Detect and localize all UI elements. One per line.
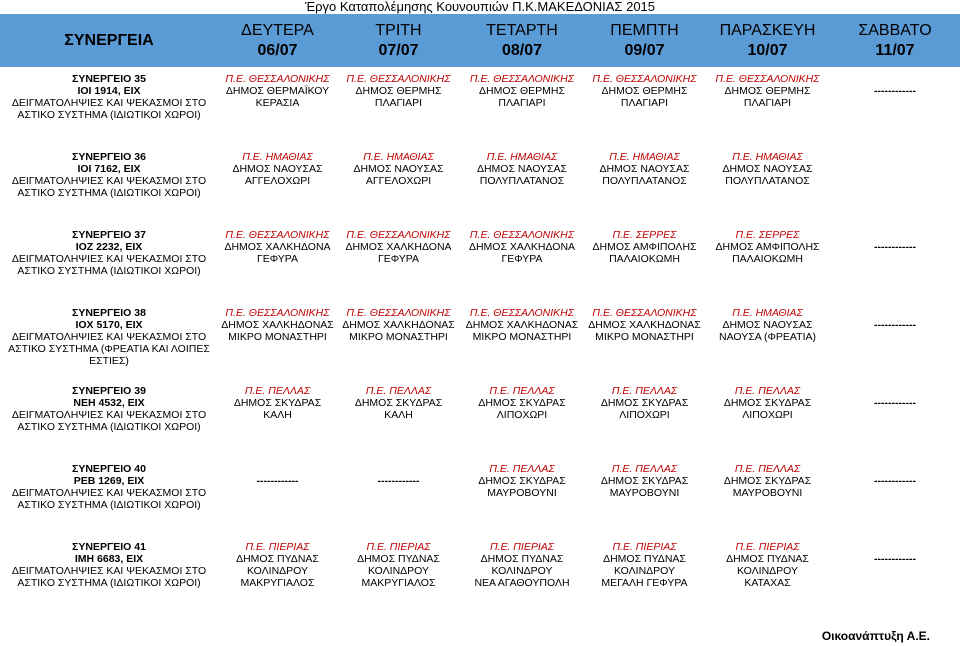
schedule-cell	[830, 68, 960, 141]
table-row	[0, 380, 960, 452]
schedule-cell	[584, 224, 705, 296]
crew-desc: ΔΕΙΓΜΑΤΟΛΗΨΙΕΣ ΚΑΙ ΨΕΚΑΣΜΟΙ ΣΤΟ ΑΣΤΙΚΟ ΣΥΣΤΗΜΑ (ΙΔΙΩΤΙΚΟΙ ΧΩΡΟΙ)	[11, 409, 207, 433]
municipality: ΔΗΜΟΣ ΘΕΡΜΑΪΚΟΥ	[225, 85, 330, 97]
schedule-cell	[705, 146, 830, 218]
regional-unit: Π.Ε. ΠΙΕΡΙΑΣ	[735, 541, 800, 553]
location: ΜΑΚΡΥΓΙΑΛΟΣ	[240, 577, 315, 589]
crew-name: ΣΥΝΕΡΓΕΙΟ 37	[72, 229, 146, 241]
location: ΓΕΦΥΡΑ	[256, 253, 299, 265]
schedule-cell	[584, 68, 705, 141]
crew-info	[0, 380, 218, 433]
schedule-cell	[460, 146, 584, 218]
schedule-cell	[830, 224, 960, 296]
regional-unit: Π.Ε. ΗΜΑΘΙΑΣ	[486, 151, 558, 163]
no-assignment-dash: ------------	[874, 475, 916, 487]
schedule-cell	[830, 380, 960, 452]
cell-content	[337, 68, 460, 109]
regional-unit: Π.Ε. ΠΙΕΡΙΑΣ	[245, 541, 310, 553]
cell-content	[830, 458, 960, 487]
cell-content	[584, 302, 705, 343]
regional-unit: Π.Ε. ΗΜΑΘΙΑΣ	[732, 151, 803, 163]
cell-content	[584, 380, 705, 421]
location: ΛΙΠΟΧΩΡΙ	[742, 409, 793, 421]
regional-unit: Π.Ε. ΠΙΕΡΙΑΣ	[489, 541, 555, 553]
location: ΜΙΚΡΟ ΜΟΝΑΣΤΗΡΙ	[349, 331, 448, 343]
municipality: ΔΗΜΟΣ ΣΚΥΔΡΑΣ	[600, 475, 689, 487]
regional-unit: Π.Ε. ΗΜΑΘΙΑΣ	[609, 151, 680, 163]
crew-info	[0, 536, 218, 589]
table-row	[0, 224, 960, 296]
cell-content	[830, 224, 960, 253]
regional-unit: Π.Ε. ΠΕΛΛΑΣ	[734, 463, 801, 475]
crew-desc: ΔΕΙΓΜΑΤΟΛΗΨΙΕΣ ΚΑΙ ΨΕΚΑΣΜΟΙ ΣΤΟ ΑΣΤΙΚΟ ΣΥΣΤΗΜΑ (ΙΔΙΩΤΙΚΟΙ ΧΩΡΟΙ)	[11, 253, 207, 277]
schedule-cell	[460, 458, 584, 530]
municipality: ΔΗΜΟΣ ΠΥΔΝΑΣ ΚΟΛΙΝΔΡΟΥ	[726, 553, 809, 577]
location: ΜΑΥΡΟΒΟΥΝΙ	[487, 487, 557, 499]
location: ΠΛΑΓΙΑΡΙ	[374, 97, 423, 109]
cell-content	[337, 224, 460, 265]
regional-unit: Π.Ε. ΗΜΑΘΙΑΣ	[363, 151, 434, 163]
location: ΜΑΚΡΥΓΙΑΛΟΣ	[361, 577, 436, 589]
schedule-cell	[337, 380, 460, 452]
schedule-cell	[218, 68, 337, 141]
schedule-cell	[830, 536, 960, 608]
crew-name: ΣΥΝΕΡΓΕΙΟ 41	[72, 541, 146, 553]
regional-unit: Π.Ε. ΘΕΣΣΑΛΟΝΙΚΗΣ	[715, 73, 820, 85]
municipality: ΔΗΜΟΣ ΠΥΔΝΑΣ ΚΟΛΙΝΔΡΟΥ	[357, 553, 440, 577]
municipality: ΔΗΜΟΣ ΧΑΛΚΗΔΟΝΑ	[468, 241, 576, 253]
schedule-cell	[218, 224, 337, 296]
municipality: ΔΗΜΟΣ ΣΚΥΔΡΑΣ	[354, 397, 443, 409]
location: ΜΑΥΡΟΒΟΥΝΙ	[732, 487, 803, 499]
schedule-cell	[584, 302, 705, 374]
cell-content	[218, 146, 337, 187]
crew-desc: ΔΕΙΓΜΑΤΟΛΗΨΙΕΣ ΚΑΙ ΨΕΚΑΣΜΟΙ ΣΤΟ ΑΣΤΙΚΟ ΣΥΣΤΗΜΑ (ΦΡΕΑΤΙΑ ΚΑΙ ΛΟΙΠΕΣ ΕΣΤΙΕΣ)	[8, 331, 210, 367]
cell-content	[460, 536, 584, 589]
schedule-cell	[337, 458, 460, 530]
location: ΛΙΠΟΧΩΡΙ	[496, 409, 548, 421]
cell-content	[337, 146, 460, 187]
regional-unit: Π.Ε. ΘΕΣΣΑΛΟΝΙΚΗΣ	[469, 73, 575, 85]
schedule-cell	[584, 146, 705, 218]
regional-unit: Π.Ε. ΠΙΕΡΙΑΣ	[612, 541, 677, 553]
municipality: ΔΗΜΟΣ ΧΑΛΚΗΔΟΝΑΣ	[465, 319, 579, 331]
table-row	[0, 146, 960, 218]
regional-unit: Π.Ε. ΘΕΣΣΑΛΟΝΙΚΗΣ	[346, 229, 451, 241]
municipality: ΔΗΜΟΣ ΝΑΟΥΣΑΣ	[353, 163, 444, 175]
location: ΠΟΛΥΠΛΑΤΑΝΟΣ	[479, 175, 565, 187]
municipality: ΔΗΜΟΣ ΠΥΔΝΑΣ ΚΟΛΙΝΔΡΟΥ	[236, 553, 319, 577]
crew-desc: ΔΕΙΓΜΑΤΟΛΗΨΙΕΣ ΚΑΙ ΨΕΚΑΣΜΟΙ ΣΤΟ ΑΣΤΙΚΟ ΣΥΣΤΗΜΑ (ΙΔΙΩΤΙΚΟΙ ΧΩΡΟΙ)	[11, 97, 207, 121]
table-row	[0, 302, 960, 374]
regional-unit: Π.Ε. ΗΜΑΘΙΑΣ	[242, 151, 313, 163]
municipality: ΔΗΜΟΣ ΣΚΥΔΡΑΣ	[723, 397, 812, 409]
regional-unit: Π.Ε. ΣΕΡΡΕΣ	[612, 229, 677, 241]
regional-unit: Π.Ε. ΘΕΣΣΑΛΟΝΙΚΗΣ	[469, 307, 575, 319]
no-assignment-dash: ------------	[874, 85, 916, 97]
table-row	[0, 458, 960, 530]
municipality: ΔΗΜΟΣ ΝΑΟΥΣΑΣ	[599, 163, 690, 175]
municipality: ΔΗΜΟΣ ΝΑΟΥΣΑΣ	[722, 163, 813, 175]
cell-content	[584, 458, 705, 499]
municipality: ΔΗΜΟΣ ΧΑΛΚΗΔΟΝΑΣ	[221, 319, 334, 331]
cell-content	[337, 380, 460, 421]
crew-cell	[0, 458, 218, 530]
company-footer: Οικοανάπτυξη Α.Ε.	[821, 629, 930, 643]
regional-unit: Π.Ε. ΣΕΡΡΕΣ	[735, 229, 800, 241]
cell-content	[584, 146, 705, 187]
no-assignment-dash: ------------	[874, 241, 916, 253]
schedule-cell	[705, 536, 830, 608]
schedule-cell	[218, 302, 337, 374]
cell-content	[705, 458, 830, 499]
cell-content	[460, 302, 584, 343]
schedule-cell	[337, 146, 460, 218]
regional-unit: Π.Ε. ΘΕΣΣΑΛΟΝΙΚΗΣ	[592, 307, 697, 319]
municipality: ΔΗΜΟΣ ΧΑΛΚΗΔΟΝΑΣ	[342, 319, 455, 331]
crew-cell	[0, 146, 218, 218]
schedule-cell	[830, 146, 960, 218]
cell-content	[830, 68, 960, 97]
schedule-cell	[337, 68, 460, 141]
municipality: ΔΗΜΟΣ ΣΚΥΔΡΑΣ	[478, 397, 566, 409]
crew-info	[0, 302, 218, 367]
crew-cell	[0, 68, 218, 141]
regional-unit: Π.Ε. ΘΕΣΣΑΛΟΝΙΚΗΣ	[225, 307, 330, 319]
schedule-cell	[705, 302, 830, 374]
municipality: ΔΗΜΟΣ ΣΚΥΔΡΑΣ	[723, 475, 812, 487]
location: ΜΙΚΡΟ ΜΟΝΑΣΤΗΡΙ	[595, 331, 694, 343]
header-crews: ΣΥΝΕΡΓΕΙΑ	[0, 14, 218, 68]
cell-content	[705, 380, 830, 421]
cell-content	[218, 302, 337, 343]
cell-content	[830, 302, 960, 331]
cell-content	[337, 536, 460, 589]
crew-cell	[0, 380, 218, 452]
schedule-cell	[584, 458, 705, 530]
municipality: ΔΗΜΟΣ ΘΕΡΜΗΣ	[355, 85, 442, 97]
schedule-cell	[460, 380, 584, 452]
location: ΝΕΑ ΑΓΑΘΟΥΠΟΛΗ	[474, 577, 570, 589]
crew-id: ΝΕΗ 4532, ΕΙΧ	[73, 397, 145, 409]
cell-content	[584, 536, 705, 589]
regional-unit: Π.Ε. ΠΕΛΛΑΣ	[611, 385, 678, 397]
municipality: ΔΗΜΟΣ ΣΚΥΔΡΑΣ	[600, 397, 689, 409]
cell-content	[830, 146, 960, 163]
location: ΜΙΚΡΟ ΜΟΝΑΣΤΗΡΙ	[472, 331, 572, 343]
municipality: ΔΗΜΟΣ ΧΑΛΚΗΔΟΝΑΣ	[588, 319, 701, 331]
schedule-body	[0, 68, 960, 609]
location: ΛΙΠΟΧΩΡΙ	[619, 409, 670, 421]
schedule-cell	[705, 380, 830, 452]
municipality: ΔΗΜΟΣ ΠΥΔΝΑΣ ΚΟΛΙΝΔΡΟΥ	[480, 553, 564, 577]
cell-content	[460, 146, 584, 187]
no-assignment-dash: ------------	[256, 475, 299, 487]
cell-content	[218, 536, 337, 589]
cell-content	[460, 458, 584, 499]
crew-name: ΣΥΝΕΡΓΕΙΟ 39	[72, 385, 146, 397]
header-day-wednesday: ΤΕΤΑΡΤΗ 08/07	[460, 14, 584, 68]
cell-content	[337, 458, 460, 487]
crew-info	[0, 458, 218, 511]
location: ΜΑΥΡΟΒΟΥΝΙ	[609, 487, 680, 499]
cell-content	[218, 458, 337, 487]
cell-content	[705, 224, 830, 265]
cell-content	[460, 224, 584, 265]
schedule-cell	[218, 536, 337, 608]
crew-id: ΙΟΙ 7162, ΕΙΧ	[77, 163, 141, 175]
regional-unit: Π.Ε. ΠΕΛΛΑΣ	[611, 463, 678, 475]
schedule-cell	[460, 302, 584, 374]
header-day-saturday: ΣΑΒΒΑΤΟ 11/07	[830, 14, 960, 68]
municipality: ΔΗΜΟΣ ΘΕΡΜΗΣ	[479, 85, 565, 97]
location: ΓΕΦΥΡΑ	[501, 253, 543, 265]
municipality: ΔΗΜΟΣ ΣΚΥΔΡΑΣ	[233, 397, 322, 409]
regional-unit: Π.Ε. ΘΕΣΣΑΛΟΝΙΚΗΣ	[592, 73, 697, 85]
municipality: ΔΗΜΟΣ ΑΜΦΙΠΟΛΗΣ	[592, 241, 697, 253]
header-day-thursday: ΠΕΜΠΤΗ 09/07	[584, 14, 705, 68]
regional-unit: Π.Ε. ΘΕΣΣΑΛΟΝΙΚΗΣ	[469, 229, 575, 241]
location: ΝΑΟΥΣΑ (ΦΡΕΑΤΙΑ)	[719, 331, 816, 343]
schedule-cell	[460, 68, 584, 141]
schedule-cell	[830, 302, 960, 374]
crew-id: ΙΜΗ 6683, ΕΙΧ	[74, 553, 144, 565]
regional-unit: Π.Ε. ΘΕΣΣΑΛΟΝΙΚΗΣ	[346, 307, 451, 319]
crew-id: ΙΟΧ 5170, ΕΙΧ	[75, 319, 143, 331]
table-row	[0, 536, 960, 608]
municipality: ΔΗΜΟΣ ΝΑΟΥΣΑΣ	[722, 319, 813, 331]
cell-content	[337, 302, 460, 343]
location: ΚΕΡΑΣΙΑ	[255, 97, 300, 109]
crew-info	[0, 68, 218, 121]
header-day-tuesday: ΤΡΙΤΗ 07/07	[337, 14, 460, 68]
municipality: ΔΗΜΟΣ ΑΜΦΙΠΟΛΗΣ	[715, 241, 820, 253]
cell-content	[460, 380, 584, 421]
regional-unit: Π.Ε. ΗΜΑΘΙΑΣ	[732, 307, 803, 319]
crew-info	[0, 146, 218, 199]
location: ΑΓΓΕΛΟΧΩΡΙ	[365, 175, 432, 187]
regional-unit: Π.Ε. ΠΕΛΛΑΣ	[489, 385, 555, 397]
municipality: ΔΗΜΟΣ ΝΑΟΥΣΑΣ	[232, 163, 323, 175]
regional-unit: Π.Ε. ΘΕΣΣΑΛΟΝΙΚΗΣ	[225, 73, 330, 85]
regional-unit: Π.Ε. ΠΕΛΛΑΣ	[734, 385, 801, 397]
location: ΠΛΑΓΙΑΡΙ	[743, 97, 792, 109]
cell-content	[705, 536, 830, 589]
regional-unit: Π.Ε. ΘΕΣΣΑΛΟΝΙΚΗΣ	[225, 229, 330, 241]
cell-content	[218, 224, 337, 265]
cell-content	[705, 146, 830, 187]
cell-content	[705, 68, 830, 109]
crew-desc: ΔΕΙΓΜΑΤΟΛΗΨΙΕΣ ΚΑΙ ΨΕΚΑΣΜΟΙ ΣΤΟ ΑΣΤΙΚΟ ΣΥΣΤΗΜΑ (ΙΔΙΩΤΙΚΟΙ ΧΩΡΟΙ)	[11, 175, 207, 199]
schedule-cell	[460, 536, 584, 608]
header-day-friday: ΠΑΡΑΣΚΕΥΗ 10/07	[705, 14, 830, 68]
regional-unit: Π.Ε. ΠΕΛΛΑΣ	[365, 385, 432, 397]
no-assignment-dash: ------------	[377, 475, 420, 487]
location: ΠΛΑΓΙΑΡΙ	[498, 97, 546, 109]
municipality: ΔΗΜΟΣ ΧΑΛΚΗΔΟΝΑ	[224, 241, 331, 253]
municipality: ΔΗΜΟΣ ΧΑΛΚΗΔΟΝΑ	[345, 241, 452, 253]
crew-desc: ΔΕΙΓΜΑΤΟΛΗΨΙΕΣ ΚΑΙ ΨΕΚΑΣΜΟΙ ΣΤΟ ΑΣΤΙΚΟ ΣΥΣΤΗΜΑ (ΙΔΙΩΤΙΚΟΙ ΧΩΡΟΙ)	[11, 565, 207, 589]
crew-cell	[0, 302, 218, 374]
location: ΑΓΓΕΛΟΧΩΡΙ	[244, 175, 311, 187]
schedule-cell	[218, 146, 337, 218]
regional-unit: Π.Ε. ΠΕΛΛΑΣ	[489, 463, 555, 475]
cell-content	[460, 68, 584, 109]
no-assignment-dash: ------------	[874, 397, 916, 409]
cell-content	[218, 68, 337, 109]
cell-content	[584, 224, 705, 265]
location: ΠΛΑΓΙΑΡΙ	[620, 97, 669, 109]
schedule-cell	[218, 380, 337, 452]
crew-desc: ΔΕΙΓΜΑΤΟΛΗΨΙΕΣ ΚΑΙ ΨΕΚΑΣΜΟΙ ΣΤΟ ΑΣΤΙΚΟ ΣΥΣΤΗΜΑ (ΙΔΙΩΤΙΚΟΙ ΧΩΡΟΙ)	[11, 487, 207, 511]
crew-name: ΣΥΝΕΡΓΕΙΟ 40	[72, 463, 146, 475]
crew-name: ΣΥΝΕΡΓΕΙΟ 36	[72, 151, 146, 163]
crew-name: ΣΥΝΕΡΓΕΙΟ 35	[72, 73, 146, 85]
crew-id: ΡΕΒ 1269, ΕΙΧ	[73, 475, 145, 487]
crew-cell	[0, 536, 218, 608]
cell-content	[584, 68, 705, 109]
cell-content	[705, 302, 830, 343]
crew-id: ΙΟΙ 1914, ΕΙΧ	[77, 85, 141, 97]
municipality: ΔΗΜΟΣ ΝΑΟΥΣΑΣ	[476, 163, 568, 175]
no-assignment-dash: ------------	[874, 553, 916, 565]
schedule-table	[0, 14, 960, 608]
location: ΚΑΛΗ	[263, 409, 292, 421]
schedule-cell	[705, 224, 830, 296]
schedule-cell	[337, 302, 460, 374]
schedule-cell	[460, 224, 584, 296]
regional-unit: Π.Ε. ΠΙΕΡΙΑΣ	[366, 541, 431, 553]
municipality: ΔΗΜΟΣ ΠΥΔΝΑΣ ΚΟΛΙΝΔΡΟΥ	[603, 553, 686, 577]
cell-content	[218, 380, 337, 421]
location: ΠΟΛΥΠΛΑΤΑΝΟΣ	[725, 175, 810, 187]
schedule-cell	[218, 458, 337, 530]
header-day-monday: ΔΕΥΤΕΡΑ 06/07	[218, 14, 337, 68]
crew-info	[0, 224, 218, 277]
schedule-cell	[337, 224, 460, 296]
schedule-cell	[584, 380, 705, 452]
municipality: ΔΗΜΟΣ ΘΕΡΜΗΣ	[601, 85, 688, 97]
schedule-cell	[830, 458, 960, 530]
location: ΜΕΓΑΛΗ ΓΕΦΥΡΑ	[601, 577, 688, 589]
crew-name: ΣΥΝΕΡΓΕΙΟ 38	[72, 307, 146, 319]
schedule-cell	[584, 536, 705, 608]
no-assignment-dash: ------------	[874, 319, 916, 331]
document-title: Έργο Καταπολέμησης Κουνουπιών Π.Κ.ΜΑΚΕΔΟΝΙΑΣ 2015	[304, 0, 656, 14]
schedule-cell	[705, 68, 830, 141]
regional-unit: Π.Ε. ΘΕΣΣΑΛΟΝΙΚΗΣ	[346, 73, 451, 85]
header-row	[0, 14, 960, 68]
location: ΓΕΦΥΡΑ	[377, 253, 420, 265]
no-assignment-dash	[830, 151, 960, 163]
location: ΚΑΤΑΧΑΣ	[744, 577, 791, 589]
schedule-cell	[705, 458, 830, 530]
cell-content	[830, 536, 960, 565]
municipality: ΔΗΜΟΣ ΘΕΡΜΗΣ	[724, 85, 811, 97]
location: ΚΑΛΗ	[384, 409, 413, 421]
location: ΠΑΛΑΙΟΚΩΜΗ	[609, 253, 680, 265]
cell-content	[830, 380, 960, 409]
location: ΜΙΚΡΟ ΜΟΝΑΣΤΗΡΙ	[228, 331, 327, 343]
crew-cell	[0, 224, 218, 296]
location: ΠΟΛΥΠΛΑΤΑΝΟΣ	[602, 175, 687, 187]
schedule-cell	[337, 536, 460, 608]
municipality: ΔΗΜΟΣ ΣΚΥΔΡΑΣ	[478, 475, 566, 487]
crew-id: ΙΟΖ 2232, ΕΙΧ	[75, 241, 143, 253]
table-row	[0, 68, 960, 141]
regional-unit: Π.Ε. ΠΕΛΛΑΣ	[244, 385, 311, 397]
location: ΠΑΛΑΙΟΚΩΜΗ	[732, 253, 803, 265]
